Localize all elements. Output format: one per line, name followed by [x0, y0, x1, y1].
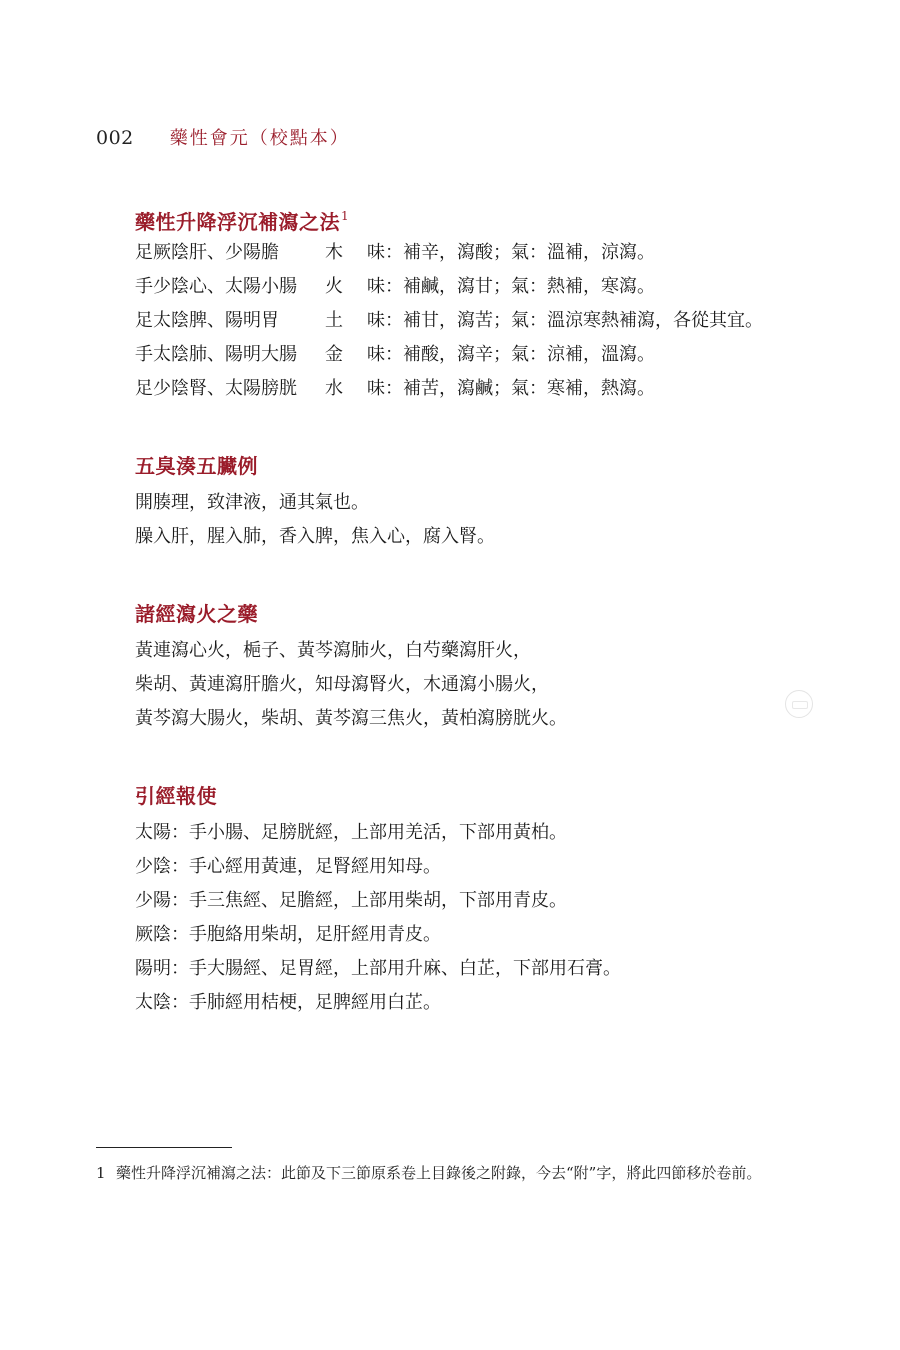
footnote-number: 1: [96, 1164, 106, 1182]
channel-pair: 足少陰腎、太陽膀胱: [135, 378, 297, 399]
table-row: [135, 372, 815, 406]
text-line: 少陰：手心經用黃連，足腎經用知母。: [135, 856, 441, 877]
flavor-qi-text: 味：補苦，瀉鹹；氣：寒補，熱瀉。: [367, 378, 655, 399]
text-line: 臊入肝，腥入肺，香入脾，焦入心，腐入腎。: [135, 526, 495, 547]
text-line: 陽明：手大腸經、足胃經，上部用升麻、白芷，下部用石膏。: [135, 958, 621, 979]
element-label: 水: [325, 378, 343, 399]
element-label: 木: [325, 242, 343, 263]
book-title: 藥性會元（校點本）: [169, 128, 350, 149]
flavor-qi-text: 味：補酸，瀉辛；氣：涼補，溫瀉。: [367, 344, 655, 365]
text-line: 少陽：手三焦經、足膽經，上部用柴胡，下部用青皮。: [135, 890, 567, 911]
text-line: 厥陰：手胞絡用柴胡，足肝經用青皮。: [135, 924, 441, 945]
table-row: [135, 270, 815, 304]
flavor-qi-text: 味：補鹹，瀉甘；氣：熱補，寒瀉。: [367, 276, 655, 297]
footnote-text: 藥性升降浮沉補瀉之法：此節及下三節原系卷上目錄後之附錄，今去“附”字，將此四節移於卷前。: [116, 1164, 762, 1182]
element-label: 土: [325, 310, 343, 331]
section-channel-guides: [135, 776, 815, 1020]
section-five-odors: [135, 446, 815, 554]
footnote-divider: [96, 1147, 232, 1148]
running-header: [96, 124, 350, 154]
channel-pair: 手太陰肺、陽明大腸: [135, 344, 297, 365]
section-title: 五臭湊五臟例: [135, 454, 258, 478]
flavor-qi-text: 味：補辛，瀉酸；氣：溫補，涼瀉。: [367, 242, 655, 263]
element-label: 火: [325, 276, 343, 297]
section-title: 引經報使: [135, 784, 217, 808]
footnote-marker[interactable]: 1: [341, 209, 350, 223]
text-line: 太陰：手肺經用桔梗，足脾經用白芷。: [135, 992, 441, 1013]
table-row: [135, 236, 815, 270]
text-line: 黃芩瀉大腸火，柴胡、黃芩瀉三焦火，黃柏瀉膀胱火。: [135, 708, 567, 729]
section-title: 藥性升降浮沉補瀉之法$^1$: [135, 209, 350, 234]
page-number: 002: [96, 127, 134, 149]
element-label: 金: [325, 344, 343, 365]
section-title: 諸經瀉火之藥: [135, 602, 258, 626]
channel-pair: 手少陰心、太陽小腸: [135, 276, 297, 297]
channel-pair: 足太陰脾、陽明胃: [135, 310, 279, 331]
table-row: [135, 304, 815, 338]
section-ascending-descending: [135, 196, 815, 406]
text-line: 柴胡、黃連瀉肝膽火，知母瀉腎火，木通瀉小腸火，: [135, 674, 549, 695]
table-row: [135, 338, 815, 372]
text-line: 太陽：手小腸、足膀胱經，上部用羌活，下部用黃柏。: [135, 822, 567, 843]
footnote: [96, 1160, 776, 1186]
channel-pair: 足厥陰肝、少陽膽: [135, 242, 279, 263]
section-fire-purging: [135, 594, 815, 736]
main-content: [135, 196, 815, 1060]
text-line: 黃連瀉心火，梔子、黃芩瀉肺火，白芍藥瀉肝火，: [135, 640, 531, 661]
text-line: 開腠理，致津液，通其氣也。: [135, 492, 369, 513]
flavor-qi-text: 味：補甘，瀉苦；氣：溫涼寒熱補瀉，各從其宜。: [367, 310, 763, 331]
